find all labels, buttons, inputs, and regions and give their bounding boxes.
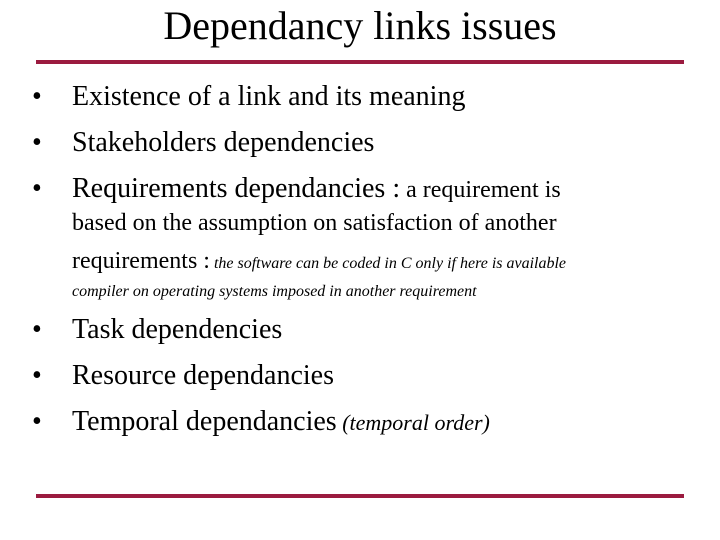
bullet-heading: Temporal dependancies: [72, 406, 337, 437]
bullet-text: Existence of a link and its meaning: [72, 81, 466, 112]
bullet-description: a requirement is: [400, 177, 561, 203]
bullet-note: (temporal order): [336, 410, 490, 435]
bullet-text: Stakeholders dependencies: [72, 127, 375, 158]
bullet-text: Resource dependancies: [72, 360, 334, 391]
bullet-text: [72, 172, 561, 207]
bullet-term: requirements :: [72, 248, 210, 274]
title-underline: [36, 60, 684, 64]
bullet-marker: •: [32, 406, 42, 437]
bullet-text: [72, 405, 490, 440]
slide-title: Dependancy links issues: [163, 3, 557, 48]
example-text: the software can be coded in C only if here is available: [209, 255, 567, 272]
bullet-marker: •: [32, 360, 42, 391]
bullet-text: Task dependencies: [72, 314, 283, 345]
bullet-marker: •: [32, 173, 42, 204]
bullet-heading: Requirements dependancies :: [72, 173, 401, 204]
bullet-marker: •: [32, 314, 42, 345]
bullet-3-continuation-2: [72, 246, 566, 279]
bullet-marker: •: [32, 127, 42, 158]
bullet-marker: •: [32, 81, 42, 112]
bullet-3-continuation-1: based on the assumption on satisfaction of another: [72, 210, 557, 236]
footer-rule: [36, 494, 684, 498]
bullet-3-continuation-3: compiler on operating systems imposed in another requirement: [72, 283, 477, 300]
